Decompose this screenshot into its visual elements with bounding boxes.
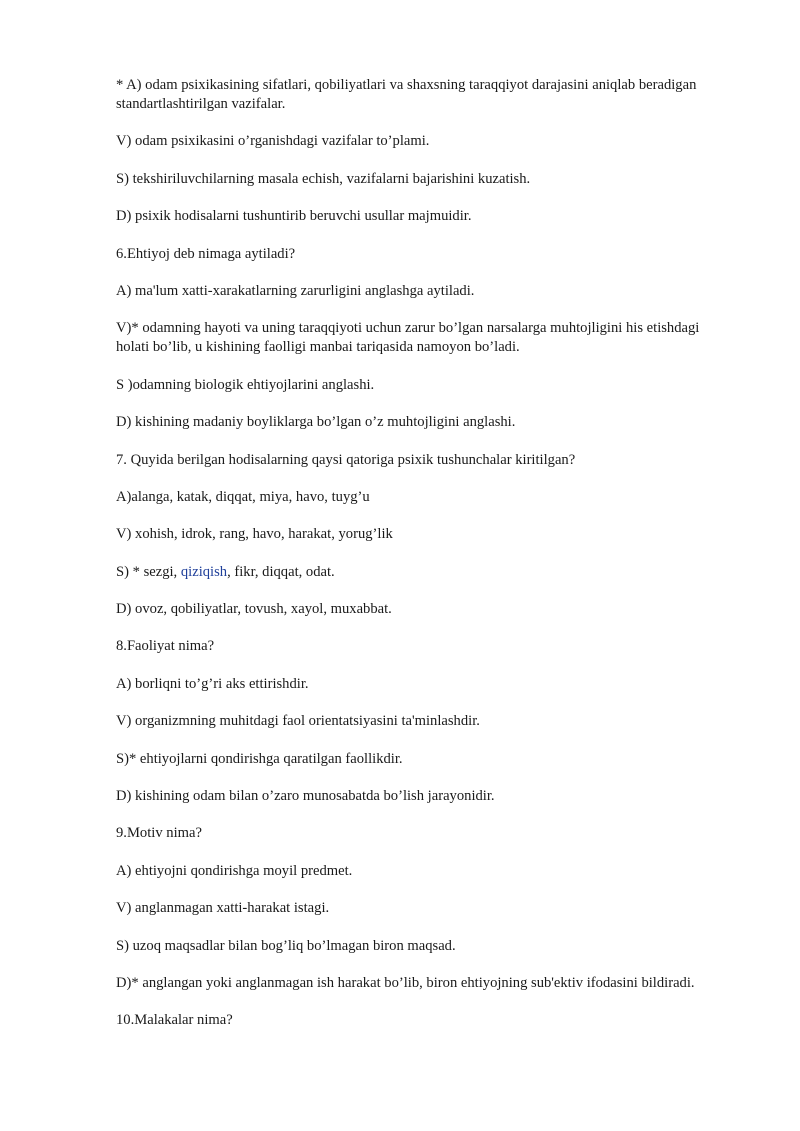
question-10: 10.Malakalar nima? bbox=[116, 1012, 233, 1029]
answer-option-q9-v: V) anglanmagan xatti-harakat istagi. bbox=[116, 900, 330, 917]
answer-option-q9-d: D)* anglangan yoki anglanmagan ish harakat bo’lib, biron ehtiyojning sub'ektiv ifodasini bildiradi. bbox=[116, 974, 695, 991]
answer-option-q8-d: D) kishining odam bilan o’zaro munosabatda bo’lish jarayonidir. bbox=[116, 788, 495, 805]
answer-option-q5-s: S) tekshiriluvchilarning masala echish, vazifalarni bajarishini kuzatish. bbox=[116, 170, 531, 187]
answer-option-q8-v: V) organizmning muhitdagi faol orientatsiyasini ta'minlashdir. bbox=[116, 713, 480, 730]
answer-option-q7-d: D) ovoz, qobiliyatlar, tovush, xayol, muxabbat. bbox=[116, 601, 392, 618]
answer-option-q7-v: V) xohish, idrok, rang, havo, harakat, yorug’lik bbox=[116, 526, 393, 543]
answer-option-q5-a: * A) odam psixikasining sifatlari, qobiliyatlari va shaxsning taraqqiyot darajasini aniqlab beradigan standartlashtirilgan vazifalar. bbox=[116, 77, 697, 112]
answer-option-q6-s: S )odamning biologik ehtiyojlarini anglashi. bbox=[116, 376, 375, 393]
answer-option-q9-a: A) ehtiyojni qondirishga moyil predmet. bbox=[116, 862, 353, 879]
answer-option-q7-a: A)alanga, katak, diqqat, miya, havo, tuyg’u bbox=[116, 488, 370, 505]
answer-option-q6-v: V)* odamning hayoti va uning taraqqiyoti uchun zarur bo’lgan narsalarga muhtojligini his etishdagi holati bo’lib, u kishining faolligi manbai tariqasida namoyon bo’ladi. bbox=[116, 320, 700, 356]
question-9: 9.Motiv nima? bbox=[116, 825, 202, 842]
question-6: 6.Ehtiyoj deb nimaga aytiladi? bbox=[116, 245, 296, 262]
question-7: 7. Quyida berilgan hodisalarning qaysi qatoriga psixik tushunchalar kiritilgan? bbox=[116, 451, 576, 468]
answer-option-q8-s: S)* ehtiyojlarni qondirishga qaratilgan faollikdir. bbox=[116, 750, 403, 767]
answer-option-q6-a: A) ma'lum xatti-xarakatlarning zarurligini anglashga aytiladi. bbox=[116, 282, 475, 299]
answer-option-q5-d: D) psixik hodisalarni tushuntirib beruvchi usullar majmuidir. bbox=[116, 208, 472, 225]
answer-option-q6-d: D) kishining madaniy boyliklarga bo’lgan o’z muhtojligini anglashi. bbox=[116, 414, 516, 431]
hyperlink-qiziqish[interactable]: qiziqish bbox=[180, 563, 228, 580]
answer-option-q9-s: S) uzoq maqsadlar bilan bog’liq bo’lmagan biron maqsad. bbox=[116, 937, 456, 954]
answer-option-q5-v: V) odam psixikasini o’rganishdagi vazifalar to’plami. bbox=[116, 133, 430, 150]
answer-option-q7-s-suffix: , fikr, diqqat, odat. bbox=[227, 563, 335, 580]
answer-option-q7-s-prefix: S) * sezgi, bbox=[116, 563, 181, 580]
document-body bbox=[116, 76, 706, 1049]
question-8: 8.Faoliyat nima? bbox=[116, 638, 215, 655]
answer-option-q7-s bbox=[116, 563, 706, 582]
answer-option-q8-a: A) borliqni to’g’ri aks ettirishdir. bbox=[116, 675, 309, 692]
